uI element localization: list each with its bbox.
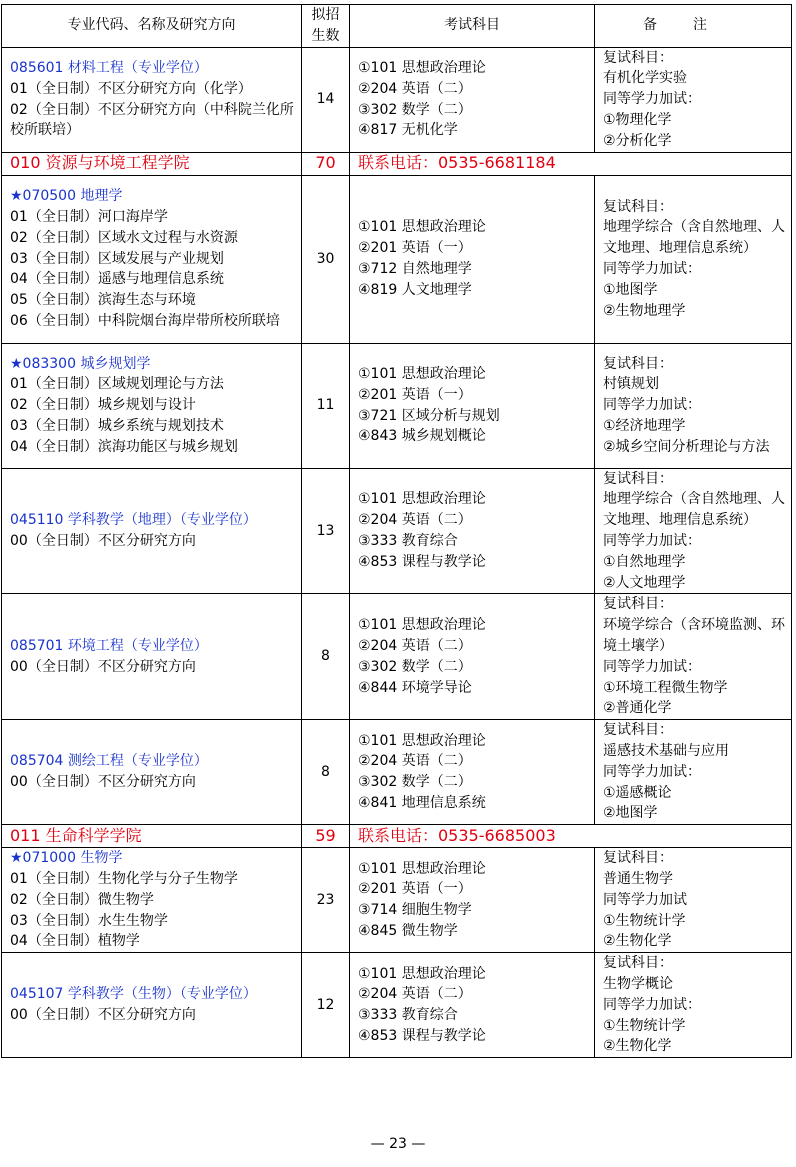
exam-cell [350, 720, 595, 825]
exam-subject: ①101 思想政治理论 [358, 59, 486, 76]
note-cell [595, 468, 792, 594]
quota-cell: 14 [302, 47, 350, 152]
research-direction: 02（全日制）区域水文过程与水资源 [10, 229, 238, 246]
note-line: ②城乡空间分析理论与方法 [603, 438, 770, 455]
research-direction: 02（全日制）微生物学 [10, 891, 154, 908]
quota-cell: 13 [302, 468, 350, 594]
note-line: ①生物统计学 [603, 912, 686, 929]
table-header-row [2, 5, 792, 48]
note-line: ②生物化学 [603, 1038, 672, 1055]
exam-subject: ②201 英语（一） [358, 386, 472, 403]
exam-subject: ②204 英语（二） [358, 637, 472, 654]
exam-subject: ②204 英语（二） [358, 512, 472, 529]
research-direction: 04（全日制）遥感与地理信息系统 [10, 271, 224, 288]
research-direction: 01（全日制）生物化学与分子生物学 [10, 870, 238, 887]
exam-subject: ④845 微生物学 [358, 922, 458, 939]
note-line: 复试科目： [603, 49, 673, 66]
exam-subject: ③302 数学（二） [358, 101, 472, 118]
college-quota: 70 [302, 152, 350, 175]
exam-subject: ①101 思想政治理论 [358, 491, 486, 508]
exam-subject: ③714 细胞生物学 [358, 902, 472, 919]
note-line: 同等学力加试： [603, 763, 701, 780]
research-direction: 01（全日制）河口海岸学 [10, 209, 168, 226]
major-row [2, 953, 792, 1058]
research-direction: 02（全日制）不区分研究方向（中科院兰化所校所联培） [10, 101, 294, 139]
research-direction: 04（全日制）滨海功能区与城乡规划 [10, 438, 238, 455]
note-line: 普通生物学 [603, 870, 673, 887]
research-direction: 03（全日制）区域发展与产业规划 [10, 250, 224, 267]
research-direction: 00（全日制）不区分研究方向 [10, 774, 196, 791]
exam-subject: ①101 思想政治理论 [358, 219, 486, 236]
exam-cell [350, 468, 595, 594]
note-line: 同等学力加试： [603, 91, 701, 108]
quota-cell: 8 [302, 594, 350, 720]
header-major: 专业代码、名称及研究方向 [2, 5, 302, 48]
exam-subject: ④817 无机化学 [358, 122, 458, 139]
research-direction: 06（全日制）中科院烟台海岸带所校所联培 [10, 313, 280, 330]
exam-subject: ①101 思想政治理论 [358, 732, 486, 749]
research-direction: 02（全日制）城乡规划与设计 [10, 397, 196, 414]
note-line: 同等学力加试： [603, 532, 701, 549]
major-row [2, 175, 792, 343]
exam-subject: ③712 自然地理学 [358, 261, 472, 278]
note-line: ①经济地理学 [603, 417, 686, 434]
major-title: 045110 学科教学（地理）（专业学位） [10, 512, 257, 529]
college-phone: 联系电话：0535-6681184 [350, 152, 595, 175]
exam-subject: ②204 英语（二） [358, 80, 472, 97]
research-direction: 04（全日制）植物学 [10, 933, 140, 950]
header-quota [302, 5, 350, 48]
note-line: 复试科目： [603, 955, 673, 972]
major-row [2, 343, 792, 468]
note-line: 同等学力加试 [603, 891, 687, 908]
note-cell [595, 175, 792, 343]
note-line: 地理学综合（含自然地理、人文地理、地理信息系统） [603, 219, 785, 257]
note-line: 复试科目： [603, 470, 673, 487]
research-direction: 05（全日制）滨海生态与环境 [10, 292, 196, 309]
college-row [2, 825, 792, 848]
exam-subject: ④844 环境学导论 [358, 679, 472, 696]
college-row [2, 152, 792, 175]
research-direction: 00（全日制）不区分研究方向 [10, 1007, 196, 1024]
header-note-text: 备注 [643, 17, 743, 34]
research-direction: 00（全日制）不区分研究方向 [10, 532, 196, 549]
note-line: ①自然地理学 [603, 553, 686, 570]
table-body [2, 47, 792, 1058]
research-direction: 03（全日制）水生生物学 [10, 912, 168, 929]
note-cell [595, 953, 792, 1058]
note-line: 地理学综合（含自然地理、人文地理、地理信息系统） [603, 491, 785, 529]
note-line: ①物理化学 [603, 111, 672, 128]
exam-cell [350, 343, 595, 468]
major-row [2, 468, 792, 594]
college-phone: 联系电话：0535-6685003 [350, 825, 595, 848]
exam-subject: ①101 思想政治理论 [358, 860, 486, 877]
exam-subject: ②204 英语（二） [358, 986, 472, 1003]
major-cell [2, 343, 302, 468]
note-line: 复试科目： [603, 198, 673, 215]
header-note [595, 5, 792, 48]
exam-subject: ③302 数学（二） [358, 774, 472, 791]
quota-cell: 23 [302, 848, 350, 953]
note-line: 同等学力加试： [603, 658, 701, 675]
major-title: 085601 材料工程（专业学位） [10, 59, 208, 76]
major-cell [2, 468, 302, 594]
major-title: ★070500 地理学 [10, 188, 123, 205]
exam-subject: ④853 课程与教学论 [358, 553, 486, 570]
header-quota-line1: 拟招 [311, 7, 340, 23]
note-line: 复试科目： [603, 850, 673, 867]
college-name: 010 资源与环境工程学院 [2, 152, 302, 175]
exam-subject: ④819 人文地理学 [358, 281, 472, 298]
note-line: 有机化学实验 [603, 70, 687, 87]
exam-subject: ③333 教育综合 [358, 532, 458, 549]
note-line: 环境学综合（含环境监测、环境土壤学） [603, 617, 785, 654]
note-cell [595, 594, 792, 720]
exam-cell [350, 594, 595, 720]
note-line: 同等学力加试： [603, 261, 701, 278]
college-quota: 59 [302, 825, 350, 848]
note-line: ②地图学 [603, 805, 658, 822]
note-line: ②人文地理学 [603, 574, 686, 591]
note-line: 同等学力加试： [603, 996, 701, 1013]
quota-cell: 11 [302, 343, 350, 468]
exam-cell [350, 47, 595, 152]
quota-cell: 30 [302, 175, 350, 343]
header-quota-line2: 生数 [311, 27, 340, 44]
major-title: ★071000 生物学 [10, 850, 123, 867]
major-cell [2, 953, 302, 1058]
research-direction: 00（全日制）不区分研究方向 [10, 658, 196, 675]
exam-subject: ②201 英语（一） [358, 240, 472, 257]
major-row [2, 720, 792, 825]
exam-subject: ①101 思想政治理论 [358, 965, 486, 982]
header-exam: 考试科目 [350, 5, 595, 48]
exam-subject: ③302 数学（二） [358, 658, 472, 675]
page-number: — 23 — [370, 1136, 426, 1152]
major-title: 045107 学科教学（生物）（专业学位） [10, 986, 257, 1003]
research-direction: 01（全日制）不区分研究方向（化学） [10, 80, 252, 97]
exam-subject: ①101 思想政治理论 [358, 365, 486, 382]
major-row [2, 594, 792, 720]
major-row [2, 47, 792, 152]
college-name: 011 生命科学学院 [2, 825, 302, 848]
note-line: 复试科目： [603, 722, 673, 739]
note-cell [595, 343, 792, 468]
college-empty-cell [595, 825, 792, 848]
exam-subject: ④843 城乡规划概论 [358, 428, 486, 445]
note-cell [595, 720, 792, 825]
major-row [2, 848, 792, 953]
exam-cell [350, 175, 595, 343]
note-line: ①环境工程微生物学 [603, 679, 728, 696]
exam-subject: ③333 教育综合 [358, 1007, 458, 1024]
exam-cell [350, 848, 595, 953]
note-line: ①地图学 [603, 281, 658, 298]
major-cell [2, 848, 302, 953]
exam-subject: ③721 区域分析与规划 [358, 407, 500, 424]
major-cell [2, 47, 302, 152]
major-title: 085704 测绘工程（专业学位） [10, 753, 208, 770]
major-cell [2, 175, 302, 343]
exam-subject: ④853 课程与教学论 [358, 1027, 486, 1044]
note-cell [595, 47, 792, 152]
note-line: 遥感技术基础与应用 [603, 742, 729, 759]
note-cell [595, 848, 792, 953]
note-line: ②生物化学 [603, 933, 672, 950]
note-line: 复试科目： [603, 596, 673, 613]
major-title: 085701 环境工程（专业学位） [10, 637, 208, 654]
research-direction: 01（全日制）区域规划理论与方法 [10, 376, 224, 393]
note-line: 同等学力加试： [603, 397, 701, 414]
research-direction: 03（全日制）城乡系统与规划技术 [10, 417, 224, 434]
note-line: ②分析化学 [603, 132, 672, 149]
note-line: 复试科目： [603, 355, 673, 372]
exam-subject: ②201 英语（一） [358, 881, 472, 898]
note-line: 村镇规划 [603, 376, 659, 393]
note-line: 生物学概论 [603, 975, 673, 992]
major-title: ★083300 城乡规划学 [10, 355, 151, 372]
note-line: ①遥感概论 [603, 784, 672, 801]
college-empty-cell [595, 152, 792, 175]
major-cell [2, 594, 302, 720]
note-line: ②普通化学 [603, 700, 672, 717]
note-line: ①生物统计学 [603, 1017, 686, 1034]
note-line: ②生物地理学 [603, 302, 686, 319]
admissions-table [1, 4, 792, 1058]
major-cell [2, 720, 302, 825]
exam-cell [350, 953, 595, 1058]
exam-subject: ①101 思想政治理论 [358, 617, 486, 634]
quota-cell: 12 [302, 953, 350, 1058]
quota-cell: 8 [302, 720, 350, 825]
exam-subject: ④841 地理信息系统 [358, 794, 486, 811]
exam-subject: ②204 英语（二） [358, 753, 472, 770]
